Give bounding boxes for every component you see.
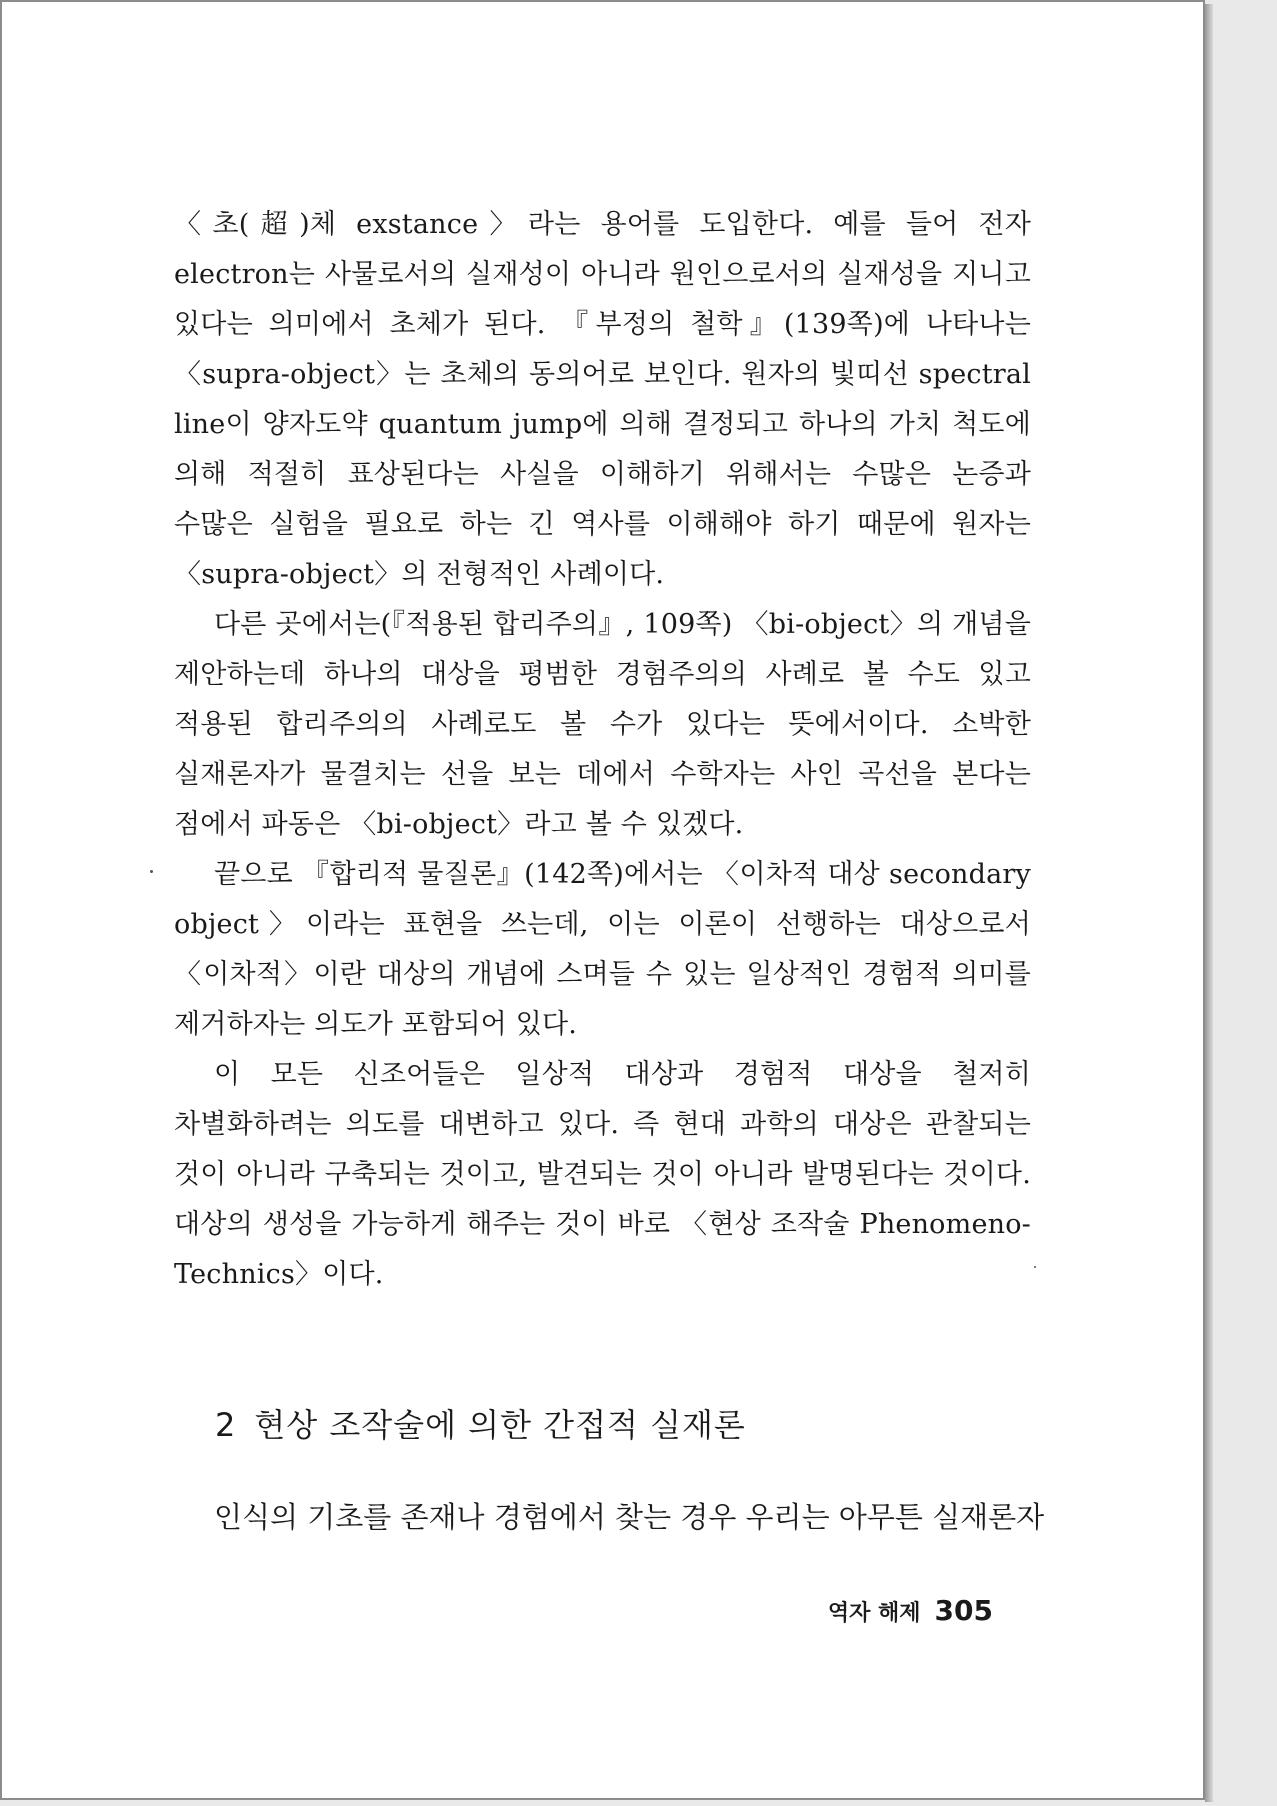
paragraph-1: 〈초(超)체 exstance〉라는 용어를 도입한다. 예를 들어 전자 electron는 사물로서의 실재성이 아니라 원인으로서의 실재성을 지니고 있다는 의미에서 초체가 된다. 『부정의 철학』(139쪽)에 나타나는 〈supra-object〉는 초체의 동의어로 보인다. 원자의 빛띠선 spectral line이 양자도약 quantum jump에 의해 결정되고 하나의 가치 척도에 의해 적절히 표상된다는 사실을 이해하기 위해서는 수많은 논증과 수많은 실험을 필요로 하는 긴 역사를 이해해야 하기 때문에 원자는 〈supra-object〉의 전형적인 사례이다. [174, 209, 1031, 590]
paragraph-4: 이 모든 신조어들은 일상적 대상과 경험적 대상을 철저히 차별화하려는 의도를 대변하고 있다. 즉 현대 과학의 대상은 관찰되는 것이 아니라 구축되는 것이고, 발견되는 것이 아니라 발명된다는 것이다. 대상의 생성을 가능하게 해주는 것이 바로 〈현상 조작술 Phenomeno-Technics〉이다. [174, 1059, 1031, 1290]
body-text [174, 200, 1031, 1300]
section-heading [215, 1400, 746, 1446]
scan-speck [150, 870, 153, 873]
page-edge-shadow [1205, 4, 1213, 1802]
section-title: 현상 조작술에 의한 간접적 실재론 [254, 1406, 746, 1444]
scan-speck [1034, 1266, 1036, 1268]
section-number: 2 [215, 1406, 237, 1444]
page-footer [828, 1594, 993, 1627]
paragraph-2: 다른 곳에서는(『적용된 합리주의』, 109쪽) 〈bi-object〉의 개념을 제안하는데 하나의 대상을 평범한 경험주의의 사례로 볼 수도 있고 적용된 합리주의의 사례로도 볼 수가 있다는 뜻에서이다. 소박한 실재론자가 물결치는 선을 보는 데에서 수학자는 사인 곡선을 본다는 점에서 파동은 〈bi-object〉라고 볼 수 있겠다. [174, 609, 1031, 840]
running-head: 역자 해제 [827, 1601, 921, 1626]
section-first-line: 인식의 기초를 존재나 경험에서 찾는 경우 우리는 아무튼 실재론자 [214, 1500, 1045, 1534]
paragraph-3: 끝으로 『합리적 물질론』(142쪽)에서는 〈이차적 대상 secondary object〉이라는 표현을 쓰는데, 이는 이론이 선행하는 대상으로서 〈이차적〉이란 대상의 개념에 스며들 수 있는 일상적인 경험적 의미를 제거하자는 의도가 포함되어 있다. [174, 859, 1031, 1040]
page-number: 305 [934, 1594, 993, 1627]
